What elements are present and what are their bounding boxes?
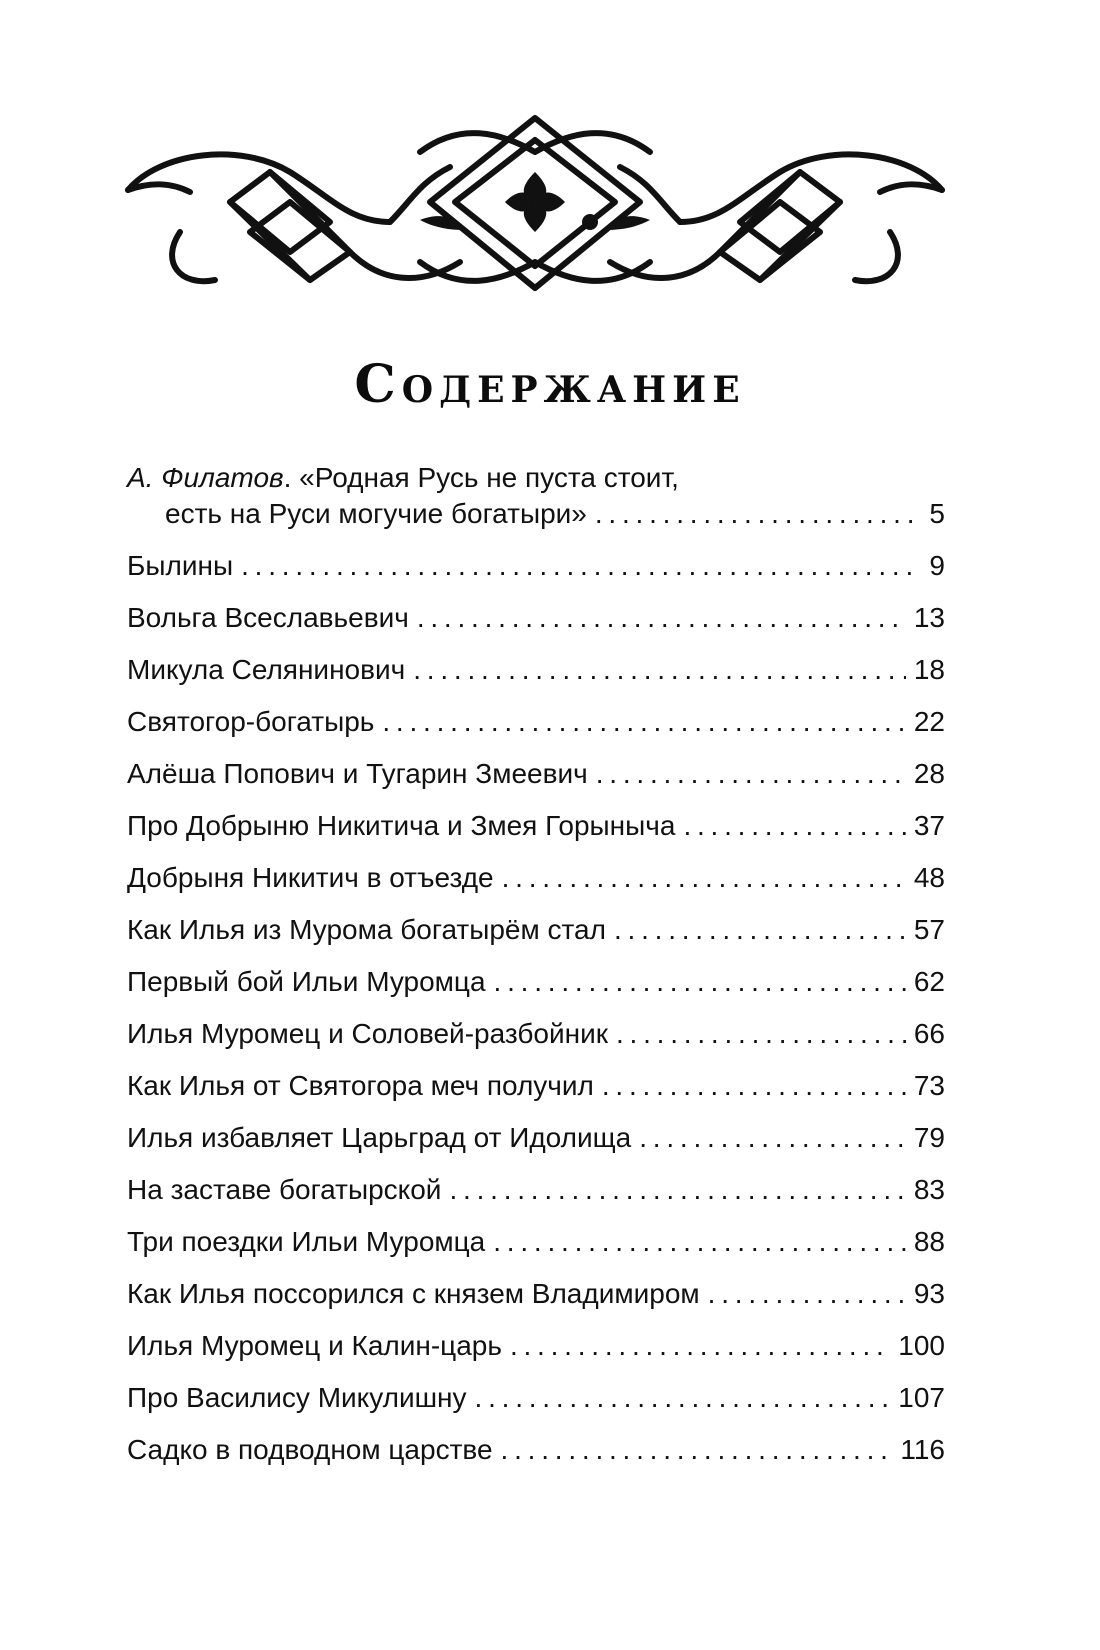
toc-entry-row: [127, 860, 945, 896]
toc-entry-row: [127, 1172, 945, 1208]
toc-entry-title: Про Василису Микулишну: [127, 1382, 467, 1413]
toc-entry-row: [127, 548, 945, 584]
toc-entry[interactable]: [127, 460, 945, 532]
toc-leader-dots: [596, 756, 906, 792]
toc-leader-dots: [683, 808, 905, 844]
toc-entry[interactable]: [127, 1120, 945, 1156]
toc-entry-title: Микула Селянинович: [127, 654, 406, 685]
toc-entry-page: 79: [913, 1122, 945, 1153]
toc-entry-page: 37: [913, 810, 945, 841]
toc-entry-page: 48: [913, 862, 945, 893]
toc-entry-page: 5: [929, 498, 945, 529]
toc-leader-dots: [502, 860, 906, 896]
toc-entry-page: 18: [913, 654, 945, 685]
toc-entry-page: 100: [898, 1330, 945, 1361]
toc-entry-title-part1: . «Родная Русь не пуста стоит,: [283, 462, 679, 493]
toc-entry-row: [127, 1328, 945, 1364]
toc-entry-page: 62: [913, 966, 945, 997]
toc-entry[interactable]: [127, 1172, 945, 1208]
toc-leader-dots: [413, 652, 906, 688]
toc-leader-dots: [614, 912, 906, 948]
toc-entry-row: [127, 964, 945, 1000]
toc-leader-dots: [616, 1016, 906, 1052]
toc-leader-dots: [241, 548, 921, 584]
toc-entry-row: [127, 1380, 945, 1416]
toc-entry-line1: [127, 460, 945, 496]
toc-entry-page: 93: [913, 1278, 945, 1309]
toc-entry-title: Былины: [127, 550, 234, 581]
toc-entry-page: 83: [913, 1174, 945, 1205]
toc-entry-title: Святогор-богатырь: [127, 706, 375, 737]
toc-leader-dots: [475, 1380, 891, 1416]
toc-entry[interactable]: [127, 1328, 945, 1364]
toc-entry-title: Как Илья из Мурома богатырём стал: [127, 914, 606, 945]
toc-entry-page: 116: [900, 1434, 945, 1465]
toc-entry-row: [127, 808, 945, 844]
toc-entry-title: Илья Муромец и Калин-царь: [127, 1330, 502, 1361]
toc-entry[interactable]: [127, 964, 945, 1000]
toc-entry-title-part2: есть на Руси могучие богатыри»: [165, 498, 587, 529]
toc-entry-title: Илья Муромец и Соловей-разбойник: [127, 1018, 608, 1049]
toc-entry-page: 73: [913, 1070, 945, 1101]
toc-leader-dots: [494, 964, 906, 1000]
toc-entry[interactable]: [127, 808, 945, 844]
toc-entry-row: [127, 756, 945, 792]
toc-entry[interactable]: [127, 912, 945, 948]
toc-entry-title: Садко в подводном царстве: [127, 1434, 493, 1465]
toc-entry-row: [127, 1276, 945, 1312]
toc-entry[interactable]: [127, 1432, 945, 1468]
toc-entry[interactable]: [127, 704, 945, 740]
toc-entry-page: 22: [913, 706, 945, 737]
toc-entry[interactable]: [127, 1016, 945, 1052]
toc-entry-title: Как Илья поссорился с князем Владимиром: [127, 1278, 700, 1309]
toc-leader-dots: [602, 1068, 906, 1104]
toc-entry-row: [127, 1016, 945, 1052]
toc-leader-dots: [449, 1172, 905, 1208]
toc-leader-dots: [708, 1276, 906, 1312]
toc-leader-dots: [595, 496, 922, 532]
toc-entry[interactable]: [127, 652, 945, 688]
toc-entry-page: 9: [929, 550, 945, 581]
toc-entry-row: [127, 704, 945, 740]
toc-entry-page: 88: [913, 1226, 945, 1257]
toc-entry-title: Добрыня Никитич в отъезде: [127, 862, 494, 893]
toc-entry[interactable]: [127, 1380, 945, 1416]
toc-entry-title: На заставе богатырской: [127, 1174, 442, 1205]
toc-entry[interactable]: [127, 600, 945, 636]
toc-entry-title: Про Добрыню Никитича и Змея Горыныча: [127, 810, 676, 841]
toc-leader-dots: [501, 1432, 893, 1468]
toc-entry[interactable]: [127, 860, 945, 896]
toc-entry-page: 107: [898, 1382, 945, 1413]
toc-entry[interactable]: [127, 756, 945, 792]
toc-entry-line2: [127, 496, 945, 532]
toc-entry-row: [127, 652, 945, 688]
toc-entry-row: [127, 600, 945, 636]
toc-entry[interactable]: [127, 1068, 945, 1104]
toc-entry[interactable]: [127, 1276, 945, 1312]
toc-leader-dots: [639, 1120, 906, 1156]
toc-entry-page: 13: [913, 602, 945, 633]
toc-entry-row: [127, 912, 945, 948]
toc-entry-title: Три поездки Ильи Муромца: [127, 1226, 486, 1257]
toc-entry-title: Первый бой Ильи Муромца: [127, 966, 486, 997]
toc-entry-title: Как Илья от Святогора меч получил: [127, 1070, 594, 1101]
toc-leader-dots: [417, 600, 906, 636]
toc-entry-row: [127, 1120, 945, 1156]
toc-entry-page: 57: [913, 914, 945, 945]
toc-leader-dots: [493, 1224, 906, 1260]
toc-list: [127, 548, 945, 1468]
toc-entry-row: [127, 1068, 945, 1104]
table-of-contents: [127, 460, 945, 1484]
toc-entry-page: 28: [913, 758, 945, 789]
toc-entry-title: Алёша Попович и Тугарин Змеевич: [127, 758, 588, 789]
toc-entry-row: [127, 1224, 945, 1260]
toc-leader-dots: [510, 1328, 890, 1364]
toc-entry-page: 66: [913, 1018, 945, 1049]
toc-leader-dots: [382, 704, 905, 740]
toc-entry-title: Илья избавляет Царьград от Идолища: [127, 1122, 632, 1153]
knotwork-ornament-icon: [120, 112, 950, 312]
toc-entry[interactable]: [127, 548, 945, 584]
toc-entry-title: Вольга Всеславьевич: [127, 602, 409, 633]
toc-entry[interactable]: [127, 1224, 945, 1260]
toc-entry-author: А. Филатов: [127, 462, 284, 493]
toc-entry-row: [127, 1432, 945, 1468]
page-title: Содержание: [354, 354, 746, 415]
